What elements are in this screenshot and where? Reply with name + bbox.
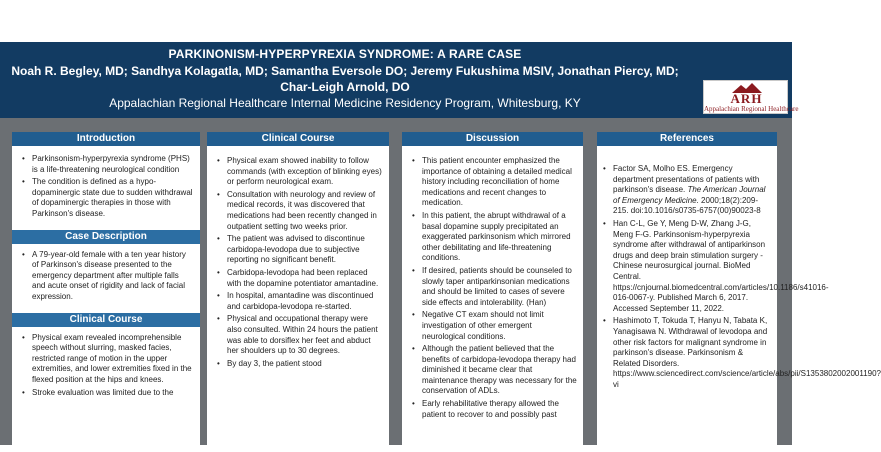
list-item: • Carbidopa-levodopa had been replaced with the dopamine potentiator amantadine. — [213, 268, 383, 289]
column-clinical-course — [207, 132, 389, 452]
list-item: • Physical and occupational therapy were also consulted. Within 24 hours the patient was able to dorsiflex her feet and abduct her shoulders up to 30 degrees. — [213, 314, 383, 356]
logo-abbreviation: ARH — [730, 91, 763, 106]
reference-item — [599, 164, 771, 217]
list-item: • This patient encounter emphasized the importance of obtaining a detailed medical history including reconciliation of home medications and recent changes to medication. — [408, 156, 577, 209]
top-margin — [0, 0, 792, 42]
list-item: • Stroke evaluation was limited due to the — [18, 388, 194, 399]
list-item: • If desired, patients should be counseled to slowly taper antiparkinsonian medications and should be limited to cases of severe side effects and intolerability. (Han) — [408, 266, 577, 308]
authors-line-2: Char-Leigh Arnold, DO — [280, 80, 410, 94]
clinical-course-left-list — [12, 327, 200, 403]
clinical-course-list — [207, 146, 389, 369]
clinical-course-heading: Clinical Course — [207, 132, 389, 146]
list-item: • Parkinsonism-hyperpyrexia syndrome (PHS) is a life-threatening neurological condition — [18, 154, 194, 175]
case-description-list — [12, 244, 200, 307]
introduction-list — [12, 146, 200, 224]
list-item: • Physical exam revealed incomprehensible speech without slurring, masked facies, restricted range of motion in the upper extremities, and lower extremities fixed in the flexed position at the hips and knees. — [18, 333, 194, 386]
list-item: • The condition is defined as a hypo-dopaminergic state due to sudden withdrawal of dopaminergic therapies in those with Parkinson's disease. — [18, 177, 194, 219]
references-list — [597, 146, 881, 390]
references-heading: References — [597, 132, 777, 146]
column-introduction — [12, 132, 200, 452]
list-item: • The patient was advised to discontinue carbidopa-levodopa due to subjective reporting no significant benefit. — [213, 234, 383, 266]
list-item: • In this patient, the abrupt withdrawal of a basal dopamine supply precipitated an exaggerated parkinsonism which mirrored other debilitating and life-threatening conditions. — [408, 211, 577, 264]
reference-item: • Hashimoto T, Tokuda T, Hanyu N, Tabata K, Yanagisawa N. Withdrawal of levodopa and other risk factors for malignant syndrome in parkinson's disease. Parkinsonism & Related Disorders. https://www.sciencedirect.com/science/article/abs/pii/S1353802002001190?vi — [599, 316, 771, 390]
column-references — [597, 132, 881, 452]
list-item: • Early rehabilitative therapy allowed the patient to recover to and possibly past — [408, 399, 577, 420]
column-discussion — [402, 132, 583, 452]
reference-journal: The American Journal of Emergency Medicine. — [613, 185, 766, 205]
list-item: • Physical exam showed inability to follow commands (with exception of blinking eyes) or perform neurological exam. — [213, 156, 383, 188]
authors-line-1: Noah R. Begley, MD; Sandhya Kolagatla, MD; Samantha Eversole DO; Jeremy Fukushima MSIV, Jonathan Piercy, MD; — [11, 64, 679, 78]
list-item: • A 79-year-old female with a ten year history of Parkinson's disease presented to the emergency department after multiple falls and acute onset of rigidity and lack of facial expression. — [18, 250, 194, 303]
institution: Appalachian Regional Healthcare Internal Medicine Residency Program, Whitesburg, KY — [109, 96, 581, 110]
list-item: • Although the patient believed that the benefits of carbidopa-levodopa therapy had diminished it became clear that maintenance therapy was necessary for the conservation of ADLs. — [408, 344, 577, 397]
poster-banner — [0, 42, 799, 118]
discussion-list — [402, 146, 583, 420]
list-item: • By day 3, the patient stood — [213, 359, 383, 370]
reference-item: • Han C-L, Ge Y, Meng D-W, Zhang J-G, Meng F-G. Parkinsonism-hyperpyrexia syndrome after withdrawal of antiparkinson drugs and deep brain stimulation surgery - Chinese neurosurgical journal. BioMed Central. https://cnjournal.biomedcentral.com/articles/10.1186/s41016-016-0067-y. Published March 6, 2017. Accessed September 11, 2022. — [599, 219, 771, 314]
logo-name: Appalachian Regional Healthcare — [704, 105, 799, 113]
reference-text: 2000;18(2):209-215. doi:10.1016/s0735-6757(00)90023-8 — [613, 195, 761, 216]
list-item: • Negative CT exam should not limit investigation of other emergent neurological conditions. — [408, 310, 577, 342]
reference-text: Factor SA, Molho ES. Emergency department presentations of patients with parkinson's disease. — [613, 164, 760, 195]
arh-logo — [703, 80, 799, 114]
list-item: • In hospital, amantadine was discontinued and carbidopa-levodopa re-started. — [213, 291, 383, 312]
poster-title: PARKINONISM-HYPERPYREXIA SYNDROME: A RARE CASE — [168, 47, 522, 61]
discussion-heading: Discussion — [402, 132, 583, 146]
list-item: • Consultation with neurology and review of medical records, it was discovered that medications had been recently changed in outpatient setting two weeks prior. — [213, 190, 383, 232]
introduction-heading: Introduction — [12, 132, 200, 146]
case-description-heading: Case Description — [12, 230, 200, 244]
clinical-course-left-heading: Clinical Course — [12, 313, 200, 327]
